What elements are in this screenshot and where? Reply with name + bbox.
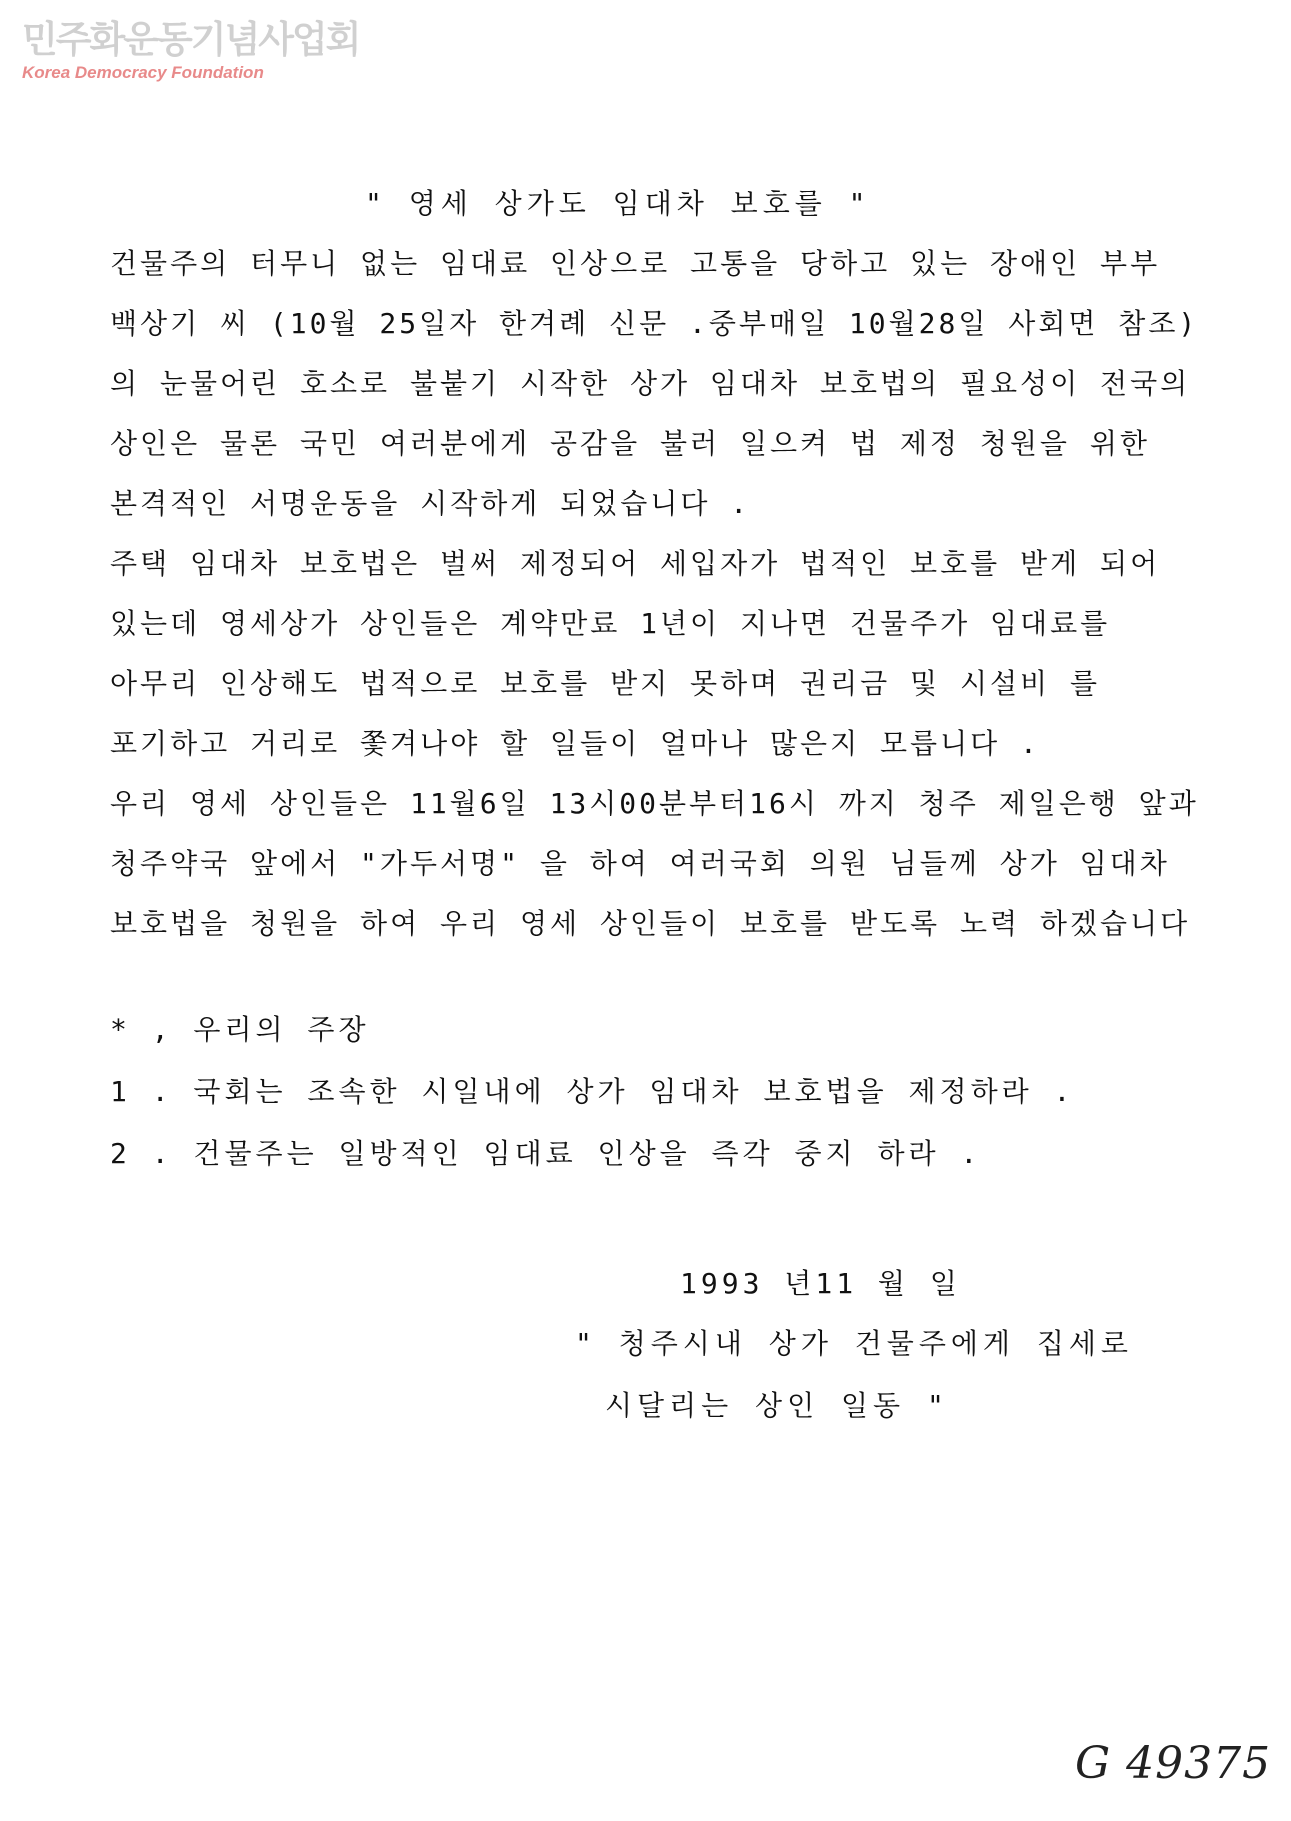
claim-item-1: 1 . 국회는 조속한 시일내에 상가 임대차 보호법을 제정하라 .	[110, 1075, 1075, 1108]
claims-heading: * , 우리의 주장	[110, 1013, 370, 1046]
body-line-1: 건물주의 터무니 없는 임대료 인상으로 고통을 당하고 있는 장애인 부부	[110, 247, 1161, 280]
document-date: 1993 년11 월 일	[680, 1267, 961, 1300]
claim-item-2: 2 . 건물주는 일방적인 임대료 인상을 즉각 중지 하라 .	[110, 1137, 982, 1170]
archive-number-handwritten: G 49375	[1075, 1738, 1272, 1789]
document-title: " 영세 상가도 임대차 보호를 "	[365, 187, 871, 220]
body-line-10: 우리 영세 상인들은 11월6일 13시00분부터16시 까지 청주 제일은행 앞과	[110, 787, 1199, 820]
signer-line-1: " 청주시내 상가 건물주에게 집세로	[575, 1327, 1133, 1360]
watermark-english: Korea Democracy Foundation	[22, 63, 264, 82]
body-line-12: 보호법을 청원을 하여 우리 영세 상인들이 보호를 받도록 노력 하겠습니다	[110, 907, 1191, 940]
body-line-6: 주택 임대차 보호법은 벌써 제정되어 세입자가 법적인 보호를 받게 되어	[110, 547, 1161, 580]
body-line-8: 아무리 인상해도 법적으로 보호를 받지 못하며 권리금 및 시설비 를	[110, 667, 1101, 700]
body-line-11: 청주약국 앞에서 "가두서명" 을 하여 여러국회 의원 님들께 상가 임대차	[110, 847, 1170, 880]
watermark-korean: 민주화운동기념사업회	[22, 18, 360, 61]
body-line-9: 포기하고 거리로 쫓겨나야 할 일들이 얼마나 많은지 모릅니다 .	[110, 727, 1040, 760]
signer-line-2: 시달리는 상인 일동 "	[605, 1389, 949, 1422]
body-line-2: 백상기 씨 (10월 25일자 한겨례 신문 .중부매일 10월28일 사회면 참조)	[110, 307, 1199, 340]
body-line-4: 상인은 물론 국민 여러분에게 공감을 불러 일으켜 법 제정 청원을 위한	[110, 427, 1150, 460]
body-line-7: 있는데 영세상가 상인들은 계약만료 1년이 지나면 건물주가 임대료를	[110, 607, 1111, 640]
foundation-watermark	[22, 18, 359, 84]
body-line-3: 의 눈물어린 호소로 불붙기 시작한 상가 임대차 보호법의 필요성이 전국의	[110, 367, 1191, 400]
body-line-5: 본격적인 서명운동을 시작하게 되었습니다 .	[110, 487, 751, 520]
